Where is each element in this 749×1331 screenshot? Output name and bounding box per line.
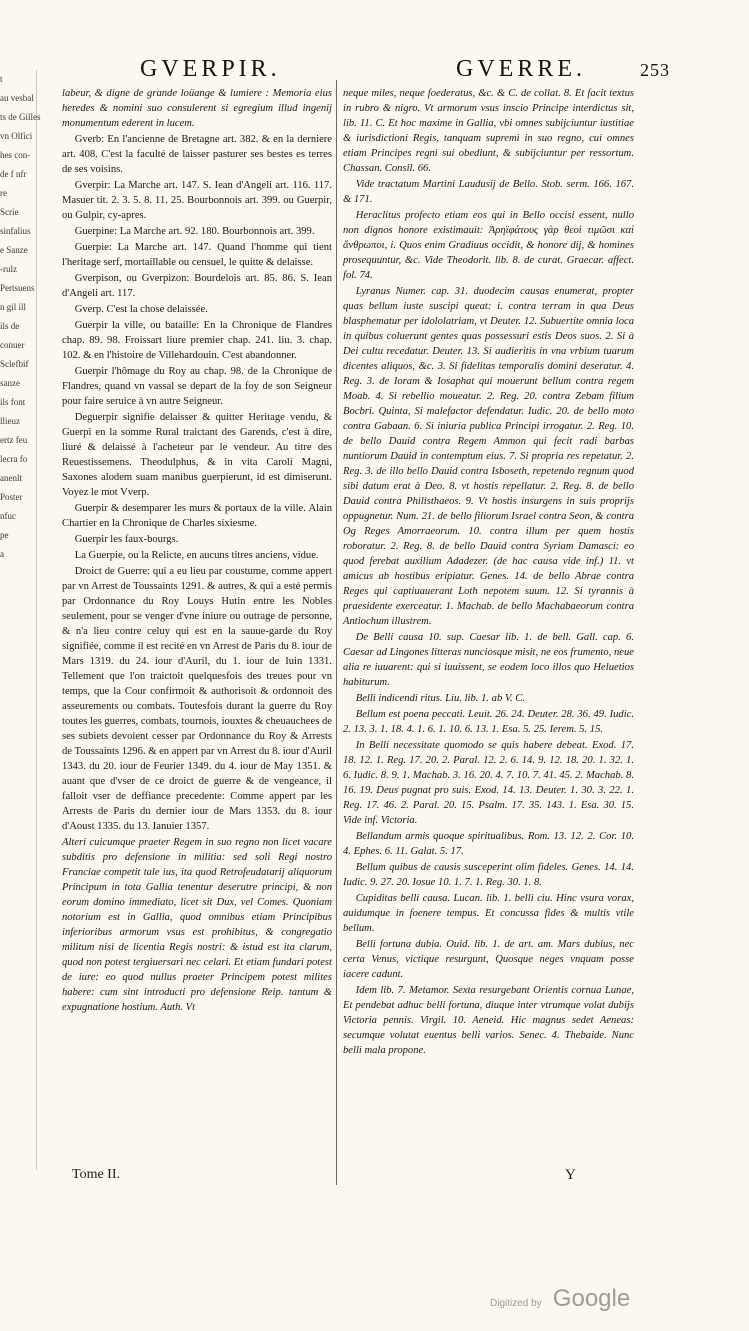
- paragraph: Gverpir: La Marche art. 147. S. Iean d'Angeli art. 116. 117. Masuer tit. 2. 3. 5. 8. 11. 25. Bourbonnois art. 399. ou Guerpir, ou Gulpir, cy-apres.: [62, 180, 332, 221]
- paragraph: Alteri cuicumque praeter Regem in suo regno non licet vacare subditis pro defensione in militia: sed soli Regi nostro Franciae competit tale ius, ita quod Retrofeudatarij aliquorum Principum in tota Gallia tenentur deserutre principi, & non eorum domino immediato, licet sit Dux, vel Comes. Quoniam notorium est in Gallia, quod omnibus etiam Principibus inferioribus armorum vsus est prohibitus, & congregatio militum nisi de licentia Regis nostri: & istud est ita clarum, quod non potest tergiuersari nec celari. Et etiam fundari potest de iure: eo quod nullus praeter Principem potest milites habere: cum sint introducti pro defensione Reip. tantum & expugnatione hostium. Auth. Vt: [62, 837, 332, 1013]
- paragraph: Cupiditas belli causa. Lucan. lib. 1. belli ciu. Hinc vsura vorax, auidumque in foenere tempus. Et concussa fides & multis vtile bellum.: [343, 893, 634, 934]
- paragraph: Gverpison, ou Gverpizon: Bourdelois art. 85. 86. S. Iean d'Angeli art. 117.: [62, 273, 332, 299]
- left-column: [62, 86, 332, 1016]
- paragraph: In Belli necessitate quomodo se quis habere debeat. Exod. 17. 18. 12. 1. Reg. 17. 20. 2. Paral. 12. 2. 6. 14. 9. 12. 18. 20. 1. 32. 1. 6. Iudic. 8. 9. 1. Machab. 3. 16. 20. 4. 7. 10. 7. 41. 45. 2. Machab. 8. 16. 19. Deus pugnat pro suis. Exod. 14. 13. Deuter. 1. 30. 3. 22. 1. Reg. 17. 46. 2. Paral. 20. 15. Psalm. 17. 35. 143. 1. Esa. 30. 15. Vide inf. Victoria.: [343, 740, 634, 826]
- gutter-line: ils de: [0, 321, 20, 331]
- paragraph: Heraclitus profecto etiam eos qui in Bello occisi essent, nullo non dignos honore existimauit: Ἀρηϊφάτους γὰρ θεοὶ τιμῶσι καὶ ἄνθρωποι, i. Quos enim Gradiuus occidit, & honore dij, & homines prosequuntur, &c. Vide Theodorit. lib. 8. de curat. Graecar. affect. fol. 74.: [343, 210, 634, 281]
- gutter-line: llieuz: [0, 416, 20, 426]
- paragraph: Gverb: En l'ancienne de Bretagne art. 382. & en la derniere art. 408. C'est la faculté de laisser pasturer ses bestes es terres de ses voisins.: [62, 134, 332, 175]
- gutter-line: sinfalius: [0, 226, 31, 236]
- paragraph: labeur, & digne de grande loüange & lumiere : Memoria eius heredes & nomini suo consulerent si egregium illud ingenij monumentum ederent in lucem.: [62, 88, 332, 129]
- paragraph: Deguerpir signifie delaisser & quitter Heritage vendu, & Guerpi en la somme Rural traictant des Garends, c'est à dire, liuré & delaissé à l'acheteur par le vendeur. Au titre des Reuestissemens. Theodulphus, & in vita Caroli Magni, Saxones alodem suam manibus guerpierunt, id est dimiserunt. Voyez le mot Vverp.: [62, 412, 332, 498]
- gutter-line: n gil ill: [0, 302, 27, 312]
- gutter-line: Pertsuens: [0, 283, 35, 293]
- paragraph: Idem lib. 7. Metamor. Sexta resurgebant Orientis cornua Lunae, Et pendebat adhuc belli fortuna, diuque inter vtrumque volat dubijs Victoria pennis. Virgil. 10. Aeneid. Hic magnus sedet Aeneas: secumque volutat euentus belli varios. Senec. 4. Thebaide. Nunc belli mala propone.: [343, 985, 634, 1056]
- gutter-line: e Sanze: [0, 245, 28, 255]
- paragraph: De Belli causa 10. sup. Caesar lib. 1. de bell. Gall. cap. 6. Caesar ad Lingones litteras nunciosque misit, ne eos frumento, neue alia re iuuarent: qui si iuuissent, se eodem loco illos quo Heluetios habiturum.: [343, 632, 634, 688]
- gutter-line: lecra fo: [0, 454, 28, 464]
- paragraph: Gverp. C'est la chose delaissée.: [74, 304, 208, 315]
- paragraph: Guerpir la ville, ou bataille: En la Chronique de Flandres chap. 89. 98. Froissart liure premier chap. 241. liu. 3. chap. 102. & en l'histoire de Villehardouin. C'est abandonner.: [62, 320, 332, 361]
- running-head-left: GVERPIR.: [140, 56, 281, 82]
- gutter-line: a: [0, 549, 4, 559]
- google-logo-text: Google: [552, 1285, 631, 1312]
- gutter-line: -rulz: [0, 264, 17, 274]
- paragraph: Guerpine: La Marche art. 92. 180. Bourbonnois art. 399.: [74, 226, 315, 237]
- digitized-by-label: Digitized by: [490, 1298, 542, 1309]
- paragraph: Vide tractatum Martini Laudusij de Bello. Stob. serm. 166. 167. & 171.: [343, 179, 634, 205]
- paragraph: Lyranus Numer. cap. 31. duodecim causas enumerat, propter quas bellum iuste suscipi queat: i. contra terram in qua Deus blasphematur per idololatriam, vt Deuter. 12. Subuertite omnia loca in quibus coluerunt gentes quas possessuri estis Deos suos. 2. Si à Dei cultu recedatur. Deuter. 13. Si audieritis in vna vrbium tuarum dicentes aliquos, &c. 3. Si fidelitas temporalis domini deseratur. 4. Reg. 3. de Ioram & Iosaphat qui mouerunt bellum contra regem Moab. 4. Si rebellio moueatur. 2. Reg. 20. contra Zebam filium Bocbri. Quinta, Si malefactor defendatur. Iudic. 20. de bello moto contra Gabaan. 6. Si iniuria publica Principi irrogatur. 2. Reg. 10. de bello Dauid contra Regem Ammon qui fecit radi barbas nuntiorum Dauid in contemptum eius. 7. Si propria res repetatur. 2. Reg. 3. de illo bello Dauid contra Isboseth, repetendo regnum quod sibi datum erat à Deo. 8. vt hostis repellatur. 2. Reg. 8. de bello Dauid contra Philisthaeos. 9. Vt hostis insurgens in suis proprijs oppugnetur. Num. 21. de bello filiorum Israel contra Seon, & contra Og Reges Amorraeorum. 10. contra illum per quem hostis roboratur. 2. Reg. 8. de bello Dauid contra Syriam Damasci: eo quod ferebat auxilium Adadezer. (de hac causa vide inf.) 11. vt amicus ab hostibus eripiatur. Genes. 14. de bello Abrae contra Reges qui captiuauerant Loth nepotem suum. 12. Si tyrannis à praesidente exerceatur. 1. Machab. de bello Machabaeorum contra Antiochum illustrem.: [343, 286, 634, 627]
- adjacent-page-gutter: [0, 70, 41, 1170]
- gutter-line: au vesbal: [0, 93, 34, 103]
- column-divider: [336, 80, 337, 1185]
- gutter-line: sanze: [0, 378, 20, 388]
- gutter-line: re: [0, 188, 7, 198]
- gutter-line: de f nfr: [0, 169, 27, 179]
- digitized-watermark: [490, 1285, 630, 1313]
- gutter-line: Poster: [0, 492, 23, 502]
- gutter-line: ertz feu: [0, 435, 28, 445]
- signature-mark: Y: [565, 1167, 576, 1183]
- page-number: 253: [640, 60, 670, 80]
- gutter-line: nfuc: [0, 511, 16, 521]
- paragraph: Belli fortuna dubia. Ouid. lib. 1. de art. am. Mars dubius, nec certa Venus, victique resurgunt, Quosque neges vnquam posse iacere cadunt.: [343, 939, 634, 980]
- paragraph: neque miles, neque foederatus, &c. & C. de collat. 8. Et facit textus in rubro & nigro. Vt armorum vsus inscio Principe interdictus sit, lib. 11. C. Et hoc maxime in Gallia, vbi omnes subijciuntur iustitiae & iurisdictioni Regis, tanquam supremi in suo regno, cui omnes etiam Principes regni sui obediunt, & subijciuntur per ressortum. Chassan. Consil. 66.: [343, 88, 634, 174]
- paragraph: Guerpir les faux-bourgs.: [74, 534, 179, 545]
- volume-label: Tome II.: [72, 1167, 121, 1182]
- running-head-right: GVERRE.: [456, 56, 586, 82]
- gutter-line: Scrie: [0, 207, 19, 217]
- paragraph: Bellum est poena peccati. Leuit. 26. 24. Deuter. 28. 36. 49. Iudic. 2. 13. 3. 1. 18. 4. 1. 6. 1. 10. 6. 13. 1. Esa. 5. 25. Ierem. 5. 15.: [343, 709, 634, 735]
- gutter-line: ils font: [0, 397, 26, 407]
- paragraph: Belli indicendi ritus. Liu. lib. 1. ab V. C.: [355, 693, 526, 704]
- gutter-line: ts de Gilles: [0, 112, 41, 122]
- gutter-line: vn Olfici: [0, 131, 33, 141]
- gutter-line: Sclefbif: [0, 359, 29, 369]
- right-column: [343, 86, 634, 1059]
- paragraph: Droict de Guerre: qui a eu lieu par coustume, comme appert par vn Arrest de Toussaints 1291. & autres, & qui a esté permis par Ordonnance du Roy Louys Hutin entre les Nobles seulement, pour se venger d'vne iniure ou outrage de personne, & n'a lieu contre celuy qui est en la sauue-garde du Roy signifiée, comme il est recité en vn Arrest de Paris du 8. iour de Mars 1319. du 24. iour d'Auril, du 1. iour de Iuin 1331. Tellement que l'on traictoit quelquesfois des treues pour vn temps, que la Cour confirmoit & authorisoit & ordonnoit des asseurements ou combats. Toutesfois durant la guerre du Roy toutes les guerres, combats, tournois, iouxtes & cheuauchees de ses subiets devoient cesser par Ordonnance du Roy & Arrests de Toussaints 1296. & en appert par vn Arrest du 8. iour d'Auril 1343. du 20. iour de Feurier 1349. du 4. iour de May 1351. & auant que d'vser de ce droict de guerre & de vengeance, il falloit vser de deffiance precedente: Comme appert par les Arrests de Paris du dernier iour de Mars 1353. du 8. iour d'Aoust 1335. du 13. Ianuier 1357.: [62, 566, 332, 832]
- paragraph: Bellum quibus de causis susceperint olim fideles. Genes. 14. 14. Iudic. 9. 27. 20. Iosue 10. 1. 7. 1. Reg. 30. 1. 8.: [343, 862, 634, 888]
- gutter-line: anenlt: [0, 473, 22, 483]
- gutter-line: conuer: [0, 340, 25, 350]
- gutter-line: t: [0, 74, 3, 84]
- paragraph: Bellandum armis quoque spiritualibus. Rom. 13. 12. 2. Cor. 10. 4. Ephes. 6. 11. Galat. 5. 17.: [343, 831, 634, 857]
- paragraph: Guerpir l'hômage du Roy au chap. 98. de la Chronique de Flandres, quand vn vassal se depart de la foy de son Seigneur pour faire seruice à vn autre Seigneur.: [62, 366, 332, 407]
- gutter-line: pe: [0, 530, 9, 540]
- gutter-line: hes con-: [0, 150, 31, 160]
- paragraph: Guerpie: La Marche art. 147. Quand l'homme qui tient l'heritage serf, mortaillable ou censuel, le quitte & delaisse.: [62, 242, 332, 268]
- paragraph: Guerpir & desemparer les murs & portaux de la ville. Alain Chartier en la Chronique de Charles sixiesme.: [62, 503, 332, 529]
- paragraph: La Guerpie, ou la Relicte, en aucuns titres anciens, vidue.: [74, 550, 319, 561]
